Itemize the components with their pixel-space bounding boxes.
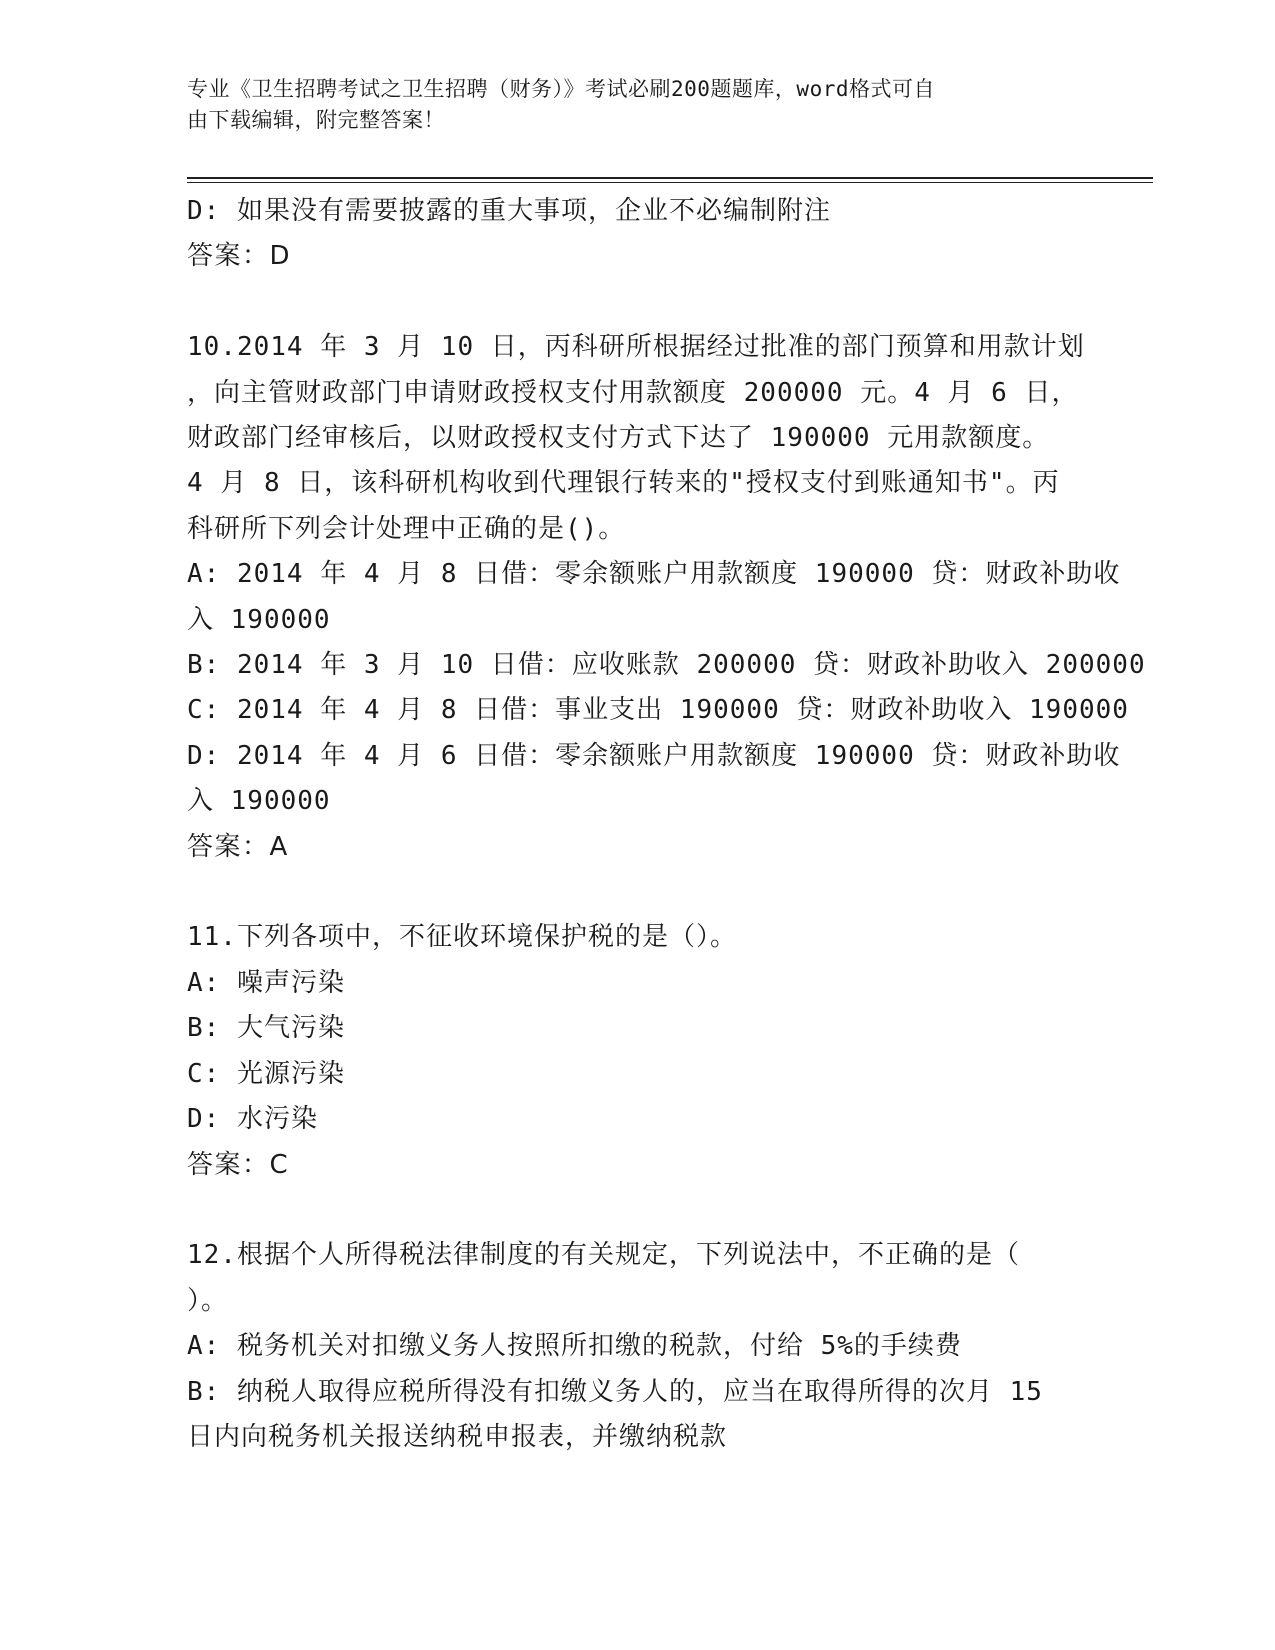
header-line-1: 专业《卫生招聘考试之卫生招聘（财务）》考试必刷200题题库，word格式可自 [187, 77, 935, 101]
q10-stem-line: 10.2014 年 3 月 10 日，丙科研所根据经过批准的部门预算和用款计划 [187, 332, 1085, 363]
q11-option-b: B: 大气污染 [187, 1013, 345, 1044]
q9-option-d: D: 如果没有需要披露的重大事项，企业不必编制附注 [187, 196, 831, 226]
q11-stem: 11.下列各项中，不征收环境保护税的是（）。 [187, 922, 737, 953]
q12-option-a: A: 税务机关对扣缴义务人按照所扣缴的税款，付给 5%的手续费 [187, 1331, 962, 1362]
q11-answer: 答案：C [187, 1149, 290, 1180]
document-header [187, 74, 1067, 136]
header-rule-thin [187, 182, 1153, 183]
q12-option-b: B: 纳税人取得应税所得没有扣缴义务人的，应当在取得所得的次月 15 [187, 1376, 1043, 1407]
spacer [187, 280, 1087, 325]
spacer [187, 1188, 1087, 1233]
question-11 [187, 915, 1087, 1187]
header-line-2: 由下载编辑，附完整答案！ [187, 108, 445, 132]
question-10 [187, 325, 1146, 870]
q10-option-a: A: 2014 年 4 月 8 日借：零余额账户用款额度 190000 贷：财政补助收 [187, 559, 1121, 590]
q10-stem-line: 4 月 8 日，该科研机构收到代理银行转来的"授权支付到账通知书"。丙 [187, 468, 1060, 499]
q12-stem-line: 12.根据个人所得税法律制度的有关规定，下列说法中，不正确的是（ [187, 1240, 1020, 1271]
q10-stem-line: 财政部门经审核后，以财政授权支付方式下达了 190000 元用款额度。 [187, 423, 1050, 454]
q10-option-d-cont: 入 190000 [187, 786, 331, 817]
spacer [187, 870, 1087, 915]
q10-option-d: D: 2014 年 4 月 6 日借：零余额账户用款额度 190000 贷：财政补助收 [187, 740, 1121, 771]
q12-option-b-cont: 日内向税务机关报送纳税申报表，并缴纳税款 [187, 1421, 728, 1452]
header-rule-thick [187, 177, 1153, 179]
q11-option-d: D: 水污染 [187, 1104, 318, 1135]
q10-option-c: C: 2014 年 4 月 8 日借：事业支出 190000 贷：财政补助收入 190000 [187, 695, 1129, 726]
question-content [187, 189, 1146, 1460]
q12-stem-line: ）。 [187, 1285, 229, 1316]
q10-stem-line: ，向主管财政部门申请财政授权支付用款额度 200000 元。4 月 6 日， [187, 377, 1079, 408]
q10-answer: 答案：A [187, 831, 289, 862]
question-12 [187, 1233, 1087, 1460]
q10-option-b: B: 2014 年 3 月 10 日借：应收账款 200000 贷：财政补助收入 200000 [187, 650, 1146, 681]
q10-option-a-cont: 入 190000 [187, 604, 331, 635]
q11-option-a: A: 噪声污染 [187, 967, 345, 998]
q10-stem-line: 科研所下列会计处理中正确的是()。 [187, 513, 626, 544]
q11-option-c: C: 光源污染 [187, 1058, 345, 1089]
q9-answer: 答案：D [187, 241, 292, 272]
